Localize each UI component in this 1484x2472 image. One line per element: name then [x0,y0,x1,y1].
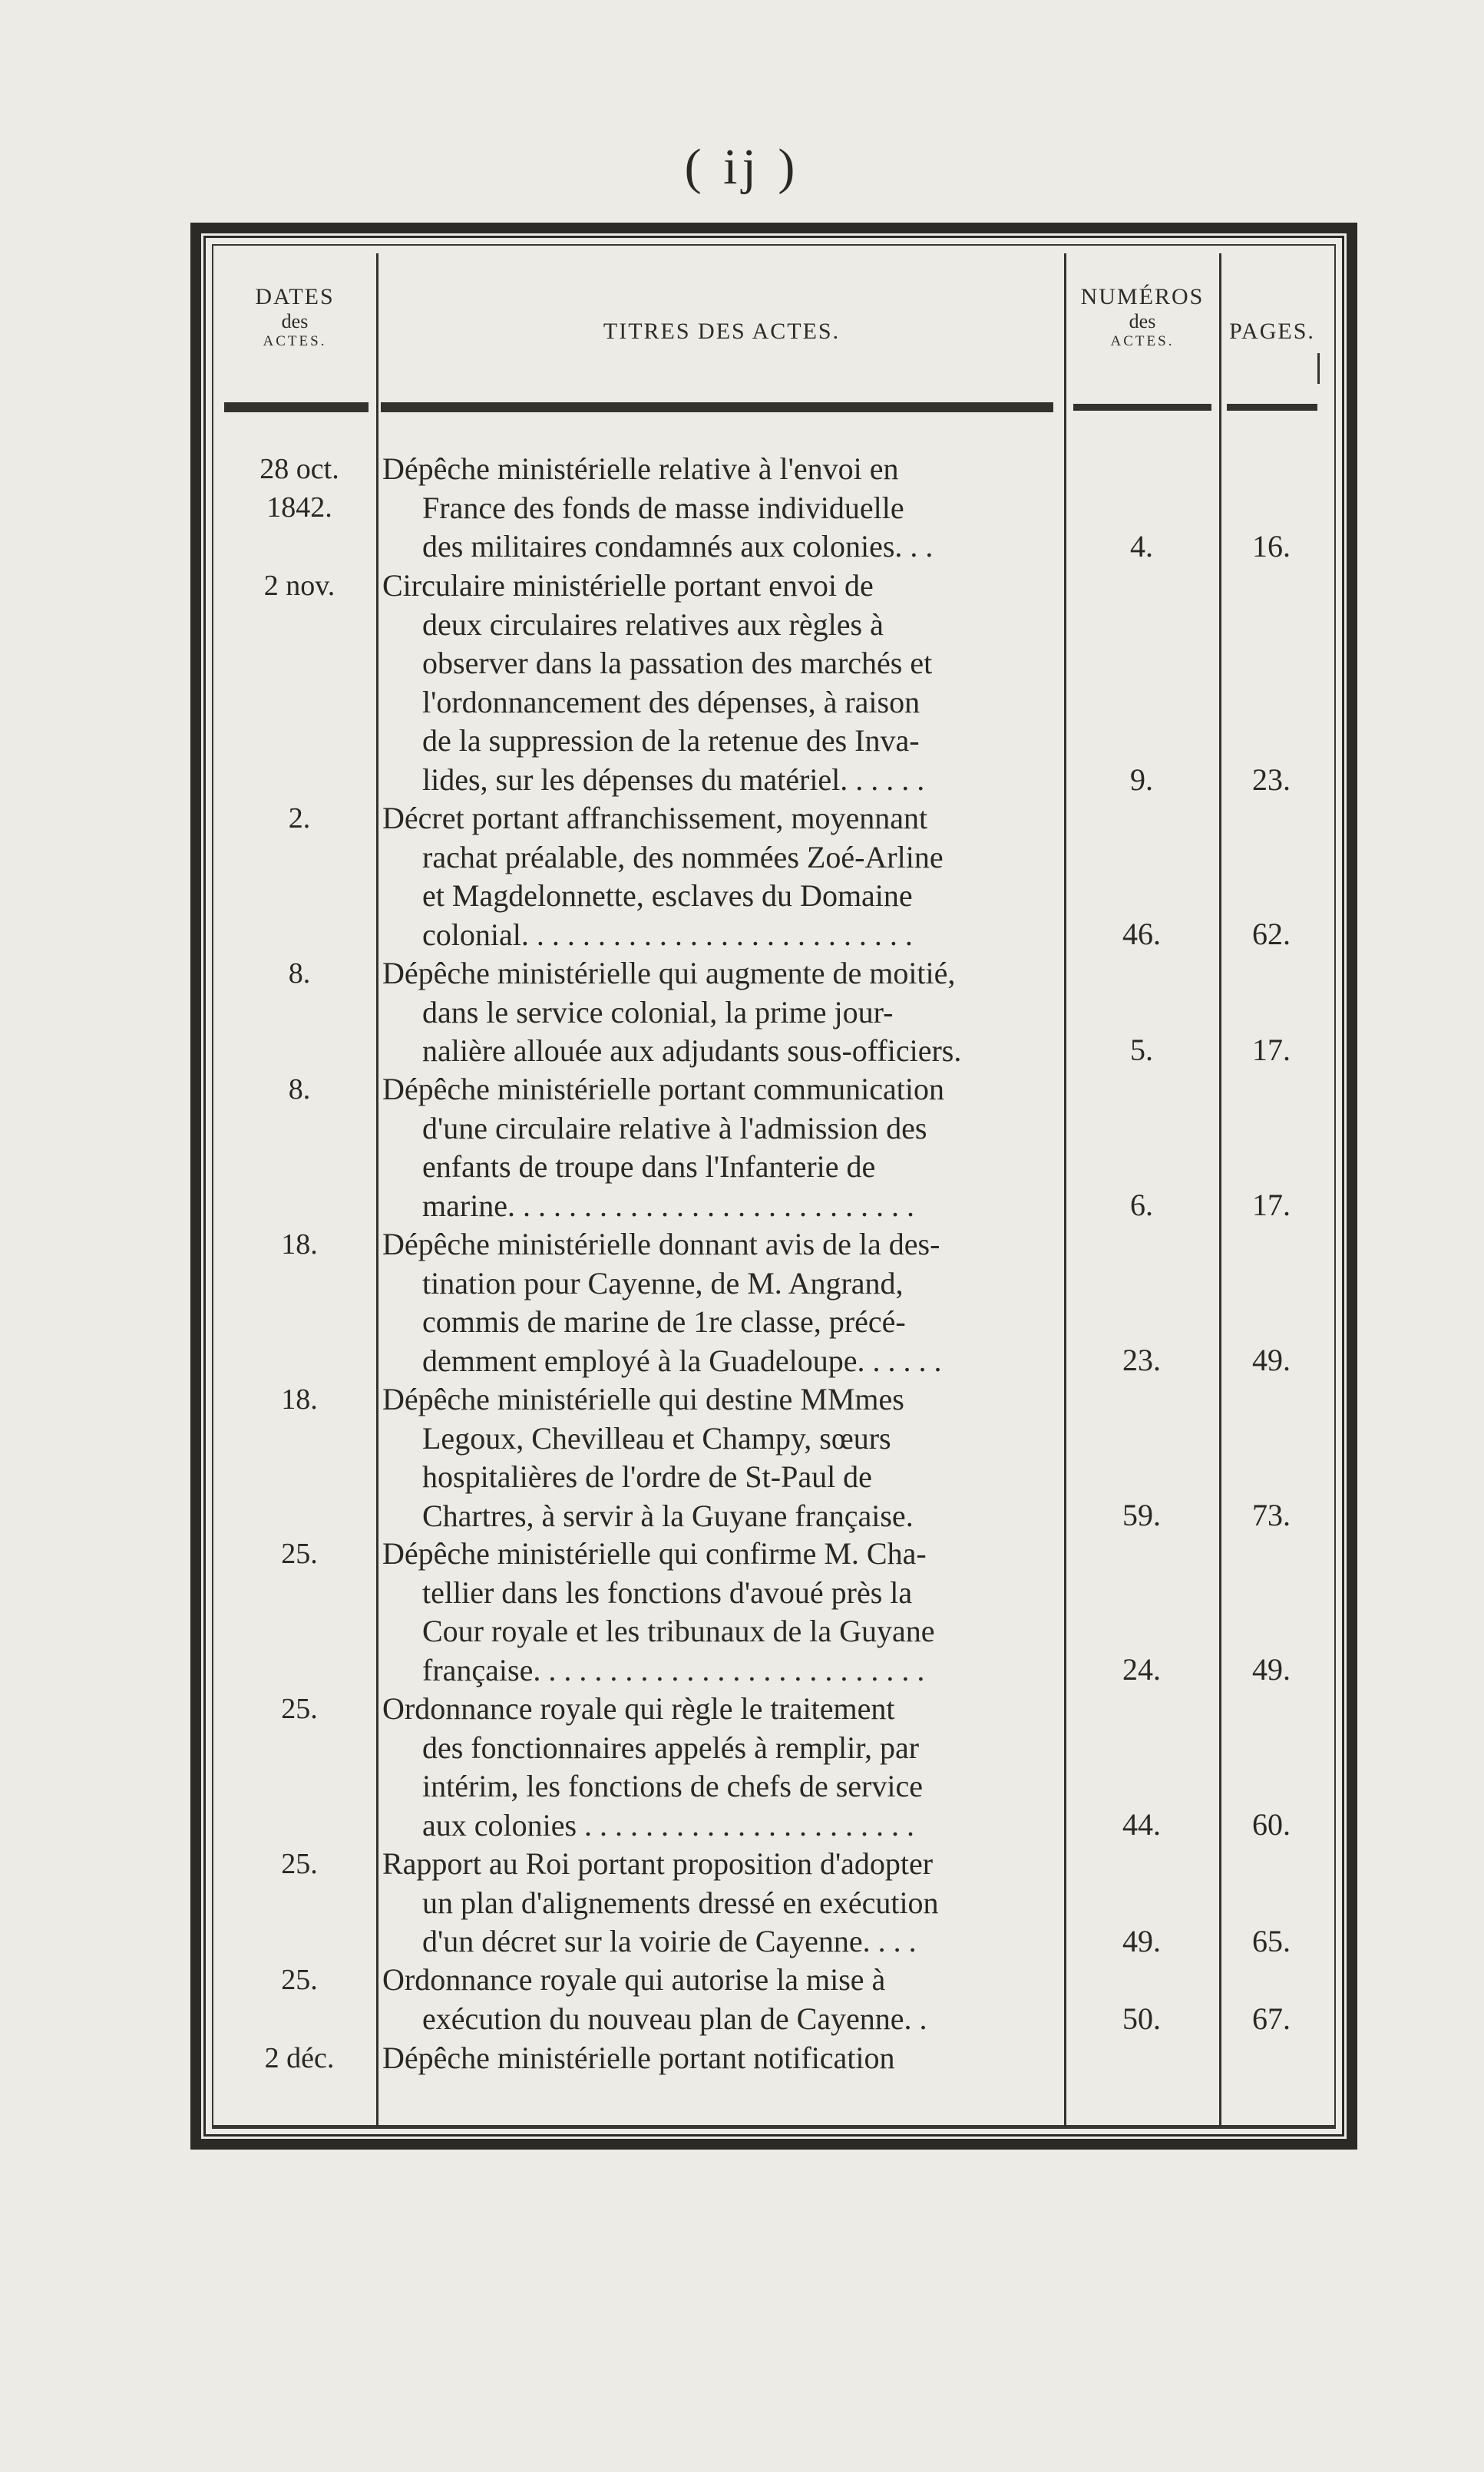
entry-title-line: Dépêche ministérielle qui destine MMmes [382,1382,904,1416]
entry-numero: 50. [1122,2001,1161,2036]
column-divider-pages-stub [1317,353,1320,384]
entry-title [382,2039,1064,2078]
entry-title [382,799,1064,954]
entry-title-line: un plan d'alignements dressé en exécution [422,1885,939,1920]
entry-page: 17. [1252,1188,1291,1222]
entry-page: 62. [1252,917,1291,951]
entry-title-line: deux circulaires relatives aux règles à [422,606,884,642]
entry-date: 8. [288,1073,311,1105]
entry-date: 25. [281,1848,318,1880]
entry-title-line: Ordonnance royale qui autorise la mise à [382,1962,886,1997]
entry-title-line: tellier dans les fonctions d'avoué près la [422,1575,913,1610]
entry-title-line: l'ordonnancement des dépenses, à raison [422,684,920,719]
entry-numero: 5. [1130,1033,1153,1067]
entry-title [382,1535,1064,1690]
entry-numero: 9. [1130,762,1153,797]
entry-title [382,954,1064,1071]
column-divider-dates [376,253,378,2127]
entry-date: 25. [281,1964,318,1996]
entry-title [382,450,1064,567]
entry-numero: 49. [1122,1924,1161,1958]
header-numeros-line3: ACTES. [1110,333,1175,349]
entry-page: 67. [1252,2001,1291,2036]
entry-title-line: d'un décret sur la voirie de Cayenne. . . . [422,1924,917,1958]
entry-numero: 6. [1130,1188,1153,1222]
header-dates-line1: DATES [255,284,335,309]
entry-date: 2. [288,802,311,834]
entry-title-line: Circulaire ministérielle portant envoi de [382,568,874,603]
page-number: ( ij ) [684,139,800,195]
entry-numero: 24. [1122,1652,1161,1687]
entry-title-line: Chartres, à servir à la Guyane française. [422,1498,914,1533]
entry-page: 16. [1252,529,1291,563]
entry-title-line: rachat préalable, des nommées Zoé-Arline [422,839,944,874]
header-numeros [1069,284,1216,350]
entry-numero: 59. [1122,1498,1161,1532]
entry-page: 23. [1252,762,1291,797]
entry-title-line: Dépêche ministérielle relative à l'envoi en [382,451,899,486]
entry-title-line: hospitalières de l'ordre de St-Paul de [422,1459,872,1494]
entry-page: 73. [1252,1498,1291,1532]
entry-title-line: commis de marine de 1re classe, précé- [422,1304,906,1339]
entry-title-line: observer dans la passation des marchés et [422,646,933,680]
entry-title-line: des fonctionnaires appelés à remplir, par [422,1730,920,1765]
entry-title [382,1961,1064,2038]
header-dates [220,284,370,350]
entry-title [382,1225,1064,1380]
entry-title-line: Dépêche ministérielle qui augmente de moitié, [382,956,956,990]
entry-title-line: France des fonds de masse individuelle [422,490,904,525]
entry-title-line: Dépêche ministérielle portant communication [382,1072,944,1106]
header-dates-line2: des [281,310,309,332]
entry-title [382,1070,1064,1225]
entry-numero: 46. [1122,917,1161,951]
entry-title [382,567,1064,799]
entry-date [230,450,369,527]
entry-title-line: Dépêche ministérielle donnant avis de la des- [382,1227,940,1261]
entry-numero: 44. [1122,1807,1161,1842]
entry-page: 49. [1252,1652,1291,1687]
header-numeros-line1: NUMÉROS [1080,284,1205,309]
entry-title [382,1380,1064,1535]
entry-date: 8. [288,957,311,990]
entry-title-line: marine. . . . . . . . . . . . . . . . . . . . . . . . . . . [422,1188,915,1223]
entry-title-line: enfants de troupe dans l'Infanterie de [422,1149,876,1184]
header-rule-dates [224,402,369,412]
entry-title-line: française. . . . . . . . . . . . . . . . . . . . . . . . . . [422,1652,925,1687]
column-divider-numeros [1219,253,1221,2127]
entry-page: 17. [1252,1033,1291,1067]
entry-title-line: Cour royale et les tribunaux de la Guyane [422,1614,935,1648]
header-dates-line3: ACTES. [263,333,327,349]
entry-page: 60. [1252,1807,1291,1842]
header-pages [1224,319,1320,345]
entry-title-line: Rapport au Roi portant proposition d'adopter [382,1846,934,1881]
entry-title-line: de la suppression de la retenue des Inva- [422,723,920,758]
table-bottom-rule [212,2127,1336,2129]
entry-title-line: lides, sur les dépenses du matériel. . . . . . [422,762,925,797]
entry-title-line: Ordonnance royale qui règle le traitement [382,1691,895,1726]
entry-title [382,1845,1064,1961]
entry-numero: 4. [1130,529,1153,563]
entry-date: 2 nov. [263,570,335,602]
entry-date-line: 28 oct. [259,453,339,485]
entry-date: 25. [281,1693,318,1725]
entry-title-line: Dépêche ministérielle qui confirme M. Cha- [382,1536,927,1571]
header-pages-label: PAGES. [1229,319,1315,344]
entry-date-line: 1842. [266,491,332,524]
entry-title-line: Dépêche ministérielle portant notification [382,2041,895,2075]
entry-title-line: aux colonies . . . . . . . . . . . . . . . . . . . . . . [422,1807,915,1842]
entry-title-line: d'une circulaire relative à l'admission des [422,1110,927,1145]
entry-title [382,1690,1064,1845]
entry-title-line: demment employé à la Guadeloupe. . . . . . [422,1343,942,1378]
entry-date: 25. [281,1538,318,1570]
header-titles [384,319,1059,345]
header-rule-titles [381,402,1053,412]
entry-page: 49. [1252,1343,1291,1377]
entry-title-line: tination pour Cayenne, de M. Angrand, [422,1265,904,1300]
entry-title-line: colonial. . . . . . . . . . . . . . . . . . . . . . . . . . [422,917,913,952]
entry-date: 18. [281,1228,318,1261]
entry-title-line: et Magdelonnette, esclaves du Domaine [422,878,913,913]
column-divider-titles [1064,253,1066,2127]
entry-title-line: Legoux, Chevilleau et Champy, sœurs [422,1420,891,1456]
header-titles-label: TITRES DES ACTES. [603,319,841,344]
entry-numero: 23. [1122,1343,1161,1377]
header-numeros-line2: des [1129,310,1156,332]
entry-title-line: nalière allouée aux adjudants sous-officiers. [422,1033,962,1068]
entry-title-line: exécution du nouveau plan de Cayenne. . [422,2001,927,2036]
entry-date: 2 déc. [264,2042,335,2074]
header-rule-numeros [1073,404,1211,411]
entry-title-line: intérim, les fonctions de chefs de service [422,1769,923,1803]
entry-title-line: Décret portant affranchissement, moyennant [382,801,928,835]
entry-date: 18. [281,1383,318,1416]
entry-title-line: dans le service colonial, la prime jour- [422,994,894,1029]
header-rule-pages [1227,404,1317,411]
entry-title-line: des militaires condamnés aux colonies. . . [422,529,934,563]
entry-page: 65. [1252,1924,1291,1958]
